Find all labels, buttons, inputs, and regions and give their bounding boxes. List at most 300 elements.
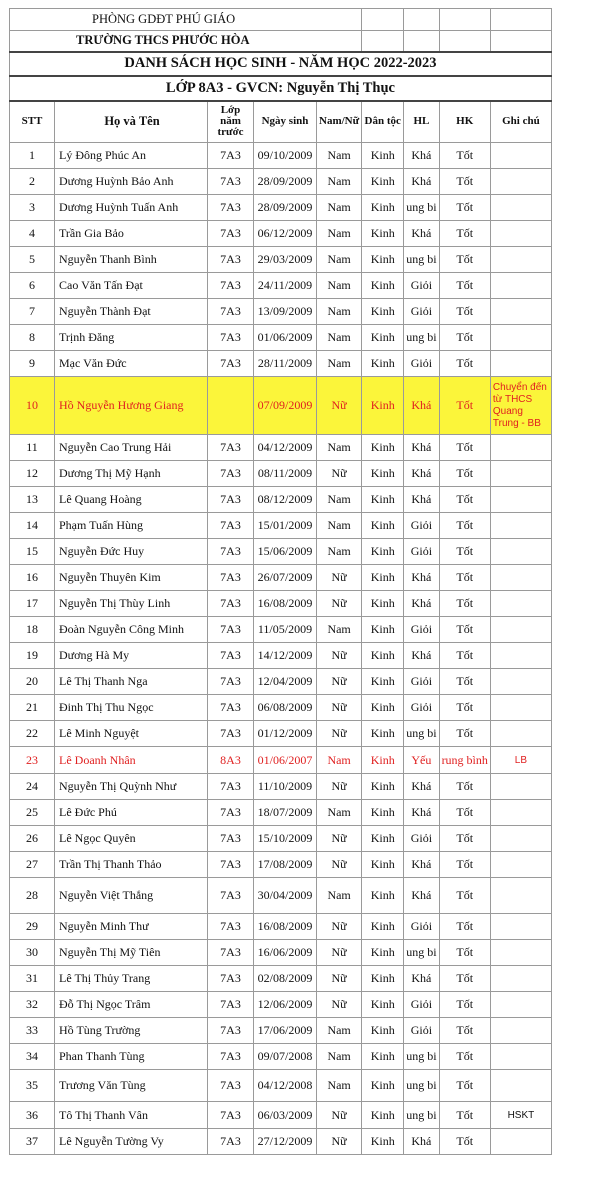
note-cell xyxy=(490,695,551,721)
sex-cell: Nữ xyxy=(317,461,362,487)
table-row xyxy=(10,435,552,461)
table-row xyxy=(10,721,552,747)
ethnic-cell: Kinh xyxy=(362,1044,404,1070)
name-cell: Lê Thị Thủy Trang xyxy=(55,966,208,992)
stt-cell: 37 xyxy=(10,1129,55,1155)
hk-cell: Tốt xyxy=(439,721,490,747)
stt-cell: 35 xyxy=(10,1070,55,1102)
class-title: LỚP 8A3 - GVCN: Nguyễn Thị Thục xyxy=(10,76,552,101)
ethnic-cell: Kinh xyxy=(362,513,404,539)
dob-cell: 18/07/2009 xyxy=(254,800,317,826)
sex-cell: Nữ xyxy=(317,721,362,747)
note-cell xyxy=(490,325,551,351)
prev-class-cell: 7A3 xyxy=(208,852,254,878)
stt-cell: 17 xyxy=(10,591,55,617)
ethnic-cell: Kinh xyxy=(362,800,404,826)
note-cell xyxy=(490,591,551,617)
note-cell xyxy=(490,852,551,878)
prev-class-cell: 7A3 xyxy=(208,1018,254,1044)
note-cell: HSKT xyxy=(490,1102,551,1129)
prev-class-cell: 7A3 xyxy=(208,461,254,487)
hl-cell: Giỏi xyxy=(404,914,439,940)
hl-cell: Giỏi xyxy=(404,669,439,695)
table-row xyxy=(10,143,552,169)
hl-cell: Giỏi xyxy=(404,992,439,1018)
table-row xyxy=(10,1070,552,1102)
prev-class-cell: 7A3 xyxy=(208,1129,254,1155)
sex-cell: Nam xyxy=(317,435,362,461)
hk-cell: Tốt xyxy=(439,826,490,852)
name-cell: Nguyễn Cao Trung Hải xyxy=(55,435,208,461)
hl-cell: Giỏi xyxy=(404,513,439,539)
dob-cell: 11/10/2009 xyxy=(254,774,317,800)
name-cell: Đỗ Thị Ngọc Trâm xyxy=(55,992,208,1018)
hk-cell: Tốt xyxy=(439,487,490,513)
note-cell xyxy=(490,169,551,195)
col-stt: STT xyxy=(10,101,55,143)
prev-class-cell: 7A3 xyxy=(208,221,254,247)
column-header-row xyxy=(10,101,552,143)
dob-cell: 28/09/2009 xyxy=(254,195,317,221)
ethnic-cell: Kinh xyxy=(362,565,404,591)
name-cell: Trịnh Đăng xyxy=(55,325,208,351)
hk-cell: Tốt xyxy=(439,1102,490,1129)
dob-cell: 15/01/2009 xyxy=(254,513,317,539)
note-cell xyxy=(490,143,551,169)
col-hl: HL xyxy=(404,101,439,143)
hl-cell: Khá xyxy=(404,221,439,247)
name-cell: Dương Hà My xyxy=(55,643,208,669)
hl-cell: Khá xyxy=(404,487,439,513)
hl-cell: Khá xyxy=(404,1129,439,1155)
dob-cell: 16/06/2009 xyxy=(254,940,317,966)
table-row xyxy=(10,826,552,852)
prev-class-cell: 7A3 xyxy=(208,195,254,221)
hl-cell: Giỏi xyxy=(404,617,439,643)
ethnic-cell: Kinh xyxy=(362,247,404,273)
dob-cell: 17/08/2009 xyxy=(254,852,317,878)
name-cell: Trần Gia Bảo xyxy=(55,221,208,247)
stt-cell: 28 xyxy=(10,878,55,914)
name-cell: Lê Nguyễn Tường Vy xyxy=(55,1129,208,1155)
hk-cell: Tốt xyxy=(439,774,490,800)
dob-cell: 27/12/2009 xyxy=(254,1129,317,1155)
dob-cell: 12/06/2009 xyxy=(254,992,317,1018)
prev-class-cell: 7A3 xyxy=(208,591,254,617)
dob-cell: 30/04/2009 xyxy=(254,878,317,914)
col-ethnic: Dân tộc xyxy=(362,101,404,143)
note-cell: LB xyxy=(490,747,551,774)
stt-cell: 2 xyxy=(10,169,55,195)
note-cell xyxy=(490,461,551,487)
hk-cell: Tốt xyxy=(439,669,490,695)
prev-class-cell: 7A3 xyxy=(208,721,254,747)
dob-cell: 09/07/2008 xyxy=(254,1044,317,1070)
prev-class-cell xyxy=(208,377,254,435)
sex-cell: Nữ xyxy=(317,1129,362,1155)
dob-cell: 01/12/2009 xyxy=(254,721,317,747)
stt-cell: 26 xyxy=(10,826,55,852)
stt-cell: 32 xyxy=(10,992,55,1018)
header-row-school xyxy=(10,31,552,52)
stt-cell: 21 xyxy=(10,695,55,721)
ethnic-cell: Kinh xyxy=(362,966,404,992)
hl-cell: ung bi xyxy=(404,721,439,747)
sex-cell: Nam xyxy=(317,247,362,273)
prev-class-cell: 7A3 xyxy=(208,643,254,669)
list-title: DANH SÁCH HỌC SINH - NĂM HỌC 2022-2023 xyxy=(10,52,552,76)
table-row xyxy=(10,565,552,591)
name-cell: Lê Minh Nguyệt xyxy=(55,721,208,747)
note-cell xyxy=(490,774,551,800)
sex-cell: Nam xyxy=(317,617,362,643)
hk-cell: Tốt xyxy=(439,695,490,721)
prev-class-cell: 7A3 xyxy=(208,914,254,940)
table-row xyxy=(10,351,552,377)
table-row xyxy=(10,299,552,325)
name-cell: Nguyễn Đức Huy xyxy=(55,539,208,565)
prev-class-cell: 7A3 xyxy=(208,800,254,826)
ethnic-cell: Kinh xyxy=(362,1018,404,1044)
table-row xyxy=(10,914,552,940)
hk-cell: Tốt xyxy=(439,195,490,221)
hk-cell: Tốt xyxy=(439,1070,490,1102)
hl-cell: Khá xyxy=(404,966,439,992)
note-cell xyxy=(490,878,551,914)
hk-cell: Tốt xyxy=(439,221,490,247)
ethnic-cell: Kinh xyxy=(362,1102,404,1129)
name-cell: Nguyễn Thị Mỹ Tiên xyxy=(55,940,208,966)
note-cell xyxy=(490,826,551,852)
dob-cell: 16/08/2009 xyxy=(254,591,317,617)
sex-cell: Nữ xyxy=(317,826,362,852)
dob-cell: 15/06/2009 xyxy=(254,539,317,565)
hl-cell: Yếu xyxy=(404,747,439,774)
col-prev-class: Lớp năm trước xyxy=(208,101,254,143)
dob-cell: 02/08/2009 xyxy=(254,966,317,992)
sex-cell: Nam xyxy=(317,1070,362,1102)
prev-class-cell: 7A3 xyxy=(208,992,254,1018)
dob-cell: 04/12/2009 xyxy=(254,435,317,461)
hl-cell: ung bi xyxy=(404,1044,439,1070)
stt-cell: 7 xyxy=(10,299,55,325)
prev-class-cell: 7A3 xyxy=(208,539,254,565)
table-row xyxy=(10,747,552,774)
note-cell xyxy=(490,247,551,273)
header-row-dept xyxy=(10,9,552,31)
hk-cell: Tốt xyxy=(439,325,490,351)
col-name: Họ và Tên xyxy=(55,101,208,143)
hl-cell: Giỏi xyxy=(404,351,439,377)
table-row xyxy=(10,273,552,299)
note-cell xyxy=(490,1129,551,1155)
sex-cell: Nữ xyxy=(317,774,362,800)
hl-cell: Khá xyxy=(404,774,439,800)
name-cell: Nguyễn Thuyên Kim xyxy=(55,565,208,591)
hk-cell: Tốt xyxy=(439,169,490,195)
stt-cell: 6 xyxy=(10,273,55,299)
stt-cell: 34 xyxy=(10,1044,55,1070)
dob-cell: 16/08/2009 xyxy=(254,914,317,940)
stt-cell: 14 xyxy=(10,513,55,539)
table-row xyxy=(10,774,552,800)
table-row xyxy=(10,643,552,669)
name-cell: Nguyễn Thành Đạt xyxy=(55,299,208,325)
stt-cell: 13 xyxy=(10,487,55,513)
sex-cell: Nữ xyxy=(317,992,362,1018)
hk-cell: Tốt xyxy=(439,461,490,487)
stt-cell: 1 xyxy=(10,143,55,169)
stt-cell: 4 xyxy=(10,221,55,247)
name-cell: Dương Thị Mỹ Hạnh xyxy=(55,461,208,487)
sex-cell: Nữ xyxy=(317,591,362,617)
hk-cell: Tốt xyxy=(439,940,490,966)
name-cell: Nguyễn Minh Thư xyxy=(55,914,208,940)
hl-cell: Giỏi xyxy=(404,273,439,299)
sex-cell: Nam xyxy=(317,299,362,325)
sex-cell: Nam xyxy=(317,747,362,774)
name-cell: Phan Thanh Tùng xyxy=(55,1044,208,1070)
table-row xyxy=(10,940,552,966)
prev-class-cell: 7A3 xyxy=(208,435,254,461)
prev-class-cell: 7A3 xyxy=(208,1102,254,1129)
name-cell: Nguyễn Thanh Bình xyxy=(55,247,208,273)
table-row xyxy=(10,487,552,513)
sex-cell: Nam xyxy=(317,195,362,221)
ethnic-cell: Kinh xyxy=(362,878,404,914)
hk-cell: Tốt xyxy=(439,539,490,565)
table-row xyxy=(10,669,552,695)
name-cell: Hồ Tùng Trường xyxy=(55,1018,208,1044)
sex-cell: Nữ xyxy=(317,1102,362,1129)
sex-cell: Nam xyxy=(317,800,362,826)
hl-cell: Khá xyxy=(404,461,439,487)
table-row xyxy=(10,800,552,826)
prev-class-cell: 7A3 xyxy=(208,878,254,914)
ethnic-cell: Kinh xyxy=(362,143,404,169)
hk-cell: Tốt xyxy=(439,247,490,273)
hk-cell: Tốt xyxy=(439,617,490,643)
ethnic-cell: Kinh xyxy=(362,325,404,351)
ethnic-cell: Kinh xyxy=(362,299,404,325)
hk-cell: rung bình xyxy=(439,747,490,774)
table-row xyxy=(10,1044,552,1070)
sex-cell: Nam xyxy=(317,325,362,351)
stt-cell: 29 xyxy=(10,914,55,940)
note-cell xyxy=(490,617,551,643)
prev-class-cell: 7A3 xyxy=(208,247,254,273)
sex-cell: Nam xyxy=(317,1044,362,1070)
table-row xyxy=(10,221,552,247)
prev-class-cell: 7A3 xyxy=(208,1070,254,1102)
hl-cell: Giỏi xyxy=(404,1018,439,1044)
table-row xyxy=(10,377,552,435)
dob-cell: 01/06/2009 xyxy=(254,325,317,351)
table-row xyxy=(10,695,552,721)
hk-cell: Tốt xyxy=(439,435,490,461)
stt-cell: 36 xyxy=(10,1102,55,1129)
dob-cell: 12/04/2009 xyxy=(254,669,317,695)
ethnic-cell: Kinh xyxy=(362,273,404,299)
hk-cell: Tốt xyxy=(439,143,490,169)
name-cell: Nguyễn Việt Thắng xyxy=(55,878,208,914)
note-cell xyxy=(490,643,551,669)
prev-class-cell: 7A3 xyxy=(208,940,254,966)
hk-cell: Tốt xyxy=(439,643,490,669)
hl-cell: Khá xyxy=(404,169,439,195)
note-cell xyxy=(490,800,551,826)
prev-class-cell: 7A3 xyxy=(208,169,254,195)
hl-cell: Khá xyxy=(404,800,439,826)
dob-cell: 07/09/2009 xyxy=(254,377,317,435)
hl-cell: Khá xyxy=(404,565,439,591)
sex-cell: Nữ xyxy=(317,669,362,695)
stt-cell: 9 xyxy=(10,351,55,377)
dept-name: PHÒNG GDĐT PHÚ GIÁO xyxy=(10,9,362,31)
prev-class-cell: 7A3 xyxy=(208,695,254,721)
ethnic-cell: Kinh xyxy=(362,914,404,940)
name-cell: Cao Văn Tấn Đạt xyxy=(55,273,208,299)
table-row xyxy=(10,1129,552,1155)
ethnic-cell: Kinh xyxy=(362,487,404,513)
table-row xyxy=(10,992,552,1018)
stt-cell: 23 xyxy=(10,747,55,774)
note-cell xyxy=(490,273,551,299)
name-cell: Lê Đức Phú xyxy=(55,800,208,826)
note-cell xyxy=(490,435,551,461)
sex-cell: Nữ xyxy=(317,940,362,966)
note-cell xyxy=(490,966,551,992)
header-row-class xyxy=(10,76,552,101)
dob-cell: 06/12/2009 xyxy=(254,221,317,247)
hl-cell: Khá xyxy=(404,591,439,617)
prev-class-cell: 7A3 xyxy=(208,966,254,992)
ethnic-cell: Kinh xyxy=(362,721,404,747)
name-cell: Lý Đông Phúc An xyxy=(55,143,208,169)
hl-cell: ung bi xyxy=(404,1102,439,1129)
col-note: Ghi chú xyxy=(490,101,551,143)
stt-cell: 3 xyxy=(10,195,55,221)
dob-cell: 29/03/2009 xyxy=(254,247,317,273)
hk-cell: Tốt xyxy=(439,273,490,299)
sex-cell: Nữ xyxy=(317,914,362,940)
sex-cell: Nam xyxy=(317,169,362,195)
ethnic-cell: Kinh xyxy=(362,774,404,800)
ethnic-cell: Kinh xyxy=(362,169,404,195)
school-name: TRƯỜNG THCS PHƯỚC HÒA xyxy=(10,31,362,52)
dob-cell: 11/05/2009 xyxy=(254,617,317,643)
note-cell xyxy=(490,513,551,539)
ethnic-cell: Kinh xyxy=(362,747,404,774)
name-cell: Trương Văn Tùng xyxy=(55,1070,208,1102)
hl-cell: ung bi xyxy=(404,195,439,221)
prev-class-cell: 7A3 xyxy=(208,299,254,325)
stt-cell: 10 xyxy=(10,377,55,435)
ethnic-cell: Kinh xyxy=(362,643,404,669)
ethnic-cell: Kinh xyxy=(362,221,404,247)
name-cell: Đoàn Nguyễn Công Minh xyxy=(55,617,208,643)
hl-cell: Giỏi xyxy=(404,299,439,325)
hk-cell: Tốt xyxy=(439,992,490,1018)
stt-cell: 31 xyxy=(10,966,55,992)
hl-cell: Giỏi xyxy=(404,695,439,721)
note-cell xyxy=(490,487,551,513)
note-cell xyxy=(490,940,551,966)
hl-cell: Khá xyxy=(404,377,439,435)
note-cell xyxy=(490,299,551,325)
sex-cell: Nữ xyxy=(317,377,362,435)
dob-cell: 28/11/2009 xyxy=(254,351,317,377)
note-cell xyxy=(490,1070,551,1102)
name-cell: Nguyễn Thị Quỳnh Như xyxy=(55,774,208,800)
prev-class-cell: 7A3 xyxy=(208,273,254,299)
prev-class-cell: 7A3 xyxy=(208,143,254,169)
dob-cell: 06/08/2009 xyxy=(254,695,317,721)
stt-cell: 15 xyxy=(10,539,55,565)
hl-cell: Khá xyxy=(404,435,439,461)
note-cell xyxy=(490,539,551,565)
hk-cell: Tốt xyxy=(439,852,490,878)
table-row xyxy=(10,513,552,539)
ethnic-cell: Kinh xyxy=(362,852,404,878)
note-cell xyxy=(490,721,551,747)
ethnic-cell: Kinh xyxy=(362,591,404,617)
name-cell: Đinh Thị Thu Ngọc xyxy=(55,695,208,721)
prev-class-cell: 7A3 xyxy=(208,513,254,539)
dob-cell: 09/10/2009 xyxy=(254,143,317,169)
sex-cell: Nữ xyxy=(317,966,362,992)
stt-cell: 20 xyxy=(10,669,55,695)
hk-cell: Tốt xyxy=(439,351,490,377)
ethnic-cell: Kinh xyxy=(362,435,404,461)
name-cell: Lê Ngọc Quyên xyxy=(55,826,208,852)
prev-class-cell: 7A3 xyxy=(208,774,254,800)
dob-cell: 04/12/2008 xyxy=(254,1070,317,1102)
dob-cell: 24/11/2009 xyxy=(254,273,317,299)
sex-cell: Nam xyxy=(317,539,362,565)
name-cell: Lê Quang Hoàng xyxy=(55,487,208,513)
name-cell: Tô Thị Thanh Vân xyxy=(55,1102,208,1129)
table-row xyxy=(10,195,552,221)
stt-cell: 27 xyxy=(10,852,55,878)
hl-cell: ung bi xyxy=(404,940,439,966)
hk-cell: Tốt xyxy=(439,966,490,992)
name-cell: Phạm Tuấn Hùng xyxy=(55,513,208,539)
table-row xyxy=(10,617,552,643)
hk-cell: Tốt xyxy=(439,591,490,617)
name-cell: Dương Huỳnh Tuấn Anh xyxy=(55,195,208,221)
ethnic-cell: Kinh xyxy=(362,1129,404,1155)
hl-cell: Khá xyxy=(404,852,439,878)
col-dob: Ngày sinh xyxy=(254,101,317,143)
table-row xyxy=(10,852,552,878)
prev-class-cell: 8A3 xyxy=(208,747,254,774)
hk-cell: Tốt xyxy=(439,800,490,826)
stt-cell: 30 xyxy=(10,940,55,966)
stt-cell: 19 xyxy=(10,643,55,669)
student-list-table xyxy=(9,8,552,1155)
dob-cell: 14/12/2009 xyxy=(254,643,317,669)
ethnic-cell: Kinh xyxy=(362,669,404,695)
ethnic-cell: Kinh xyxy=(362,377,404,435)
sex-cell: Nam xyxy=(317,487,362,513)
prev-class-cell: 7A3 xyxy=(208,1044,254,1070)
ethnic-cell: Kinh xyxy=(362,992,404,1018)
hl-cell: ung bi xyxy=(404,1070,439,1102)
note-cell: Chuyển đến từ THCS Quang Trung - BB xyxy=(490,377,551,435)
note-cell xyxy=(490,914,551,940)
note-cell xyxy=(490,1044,551,1070)
